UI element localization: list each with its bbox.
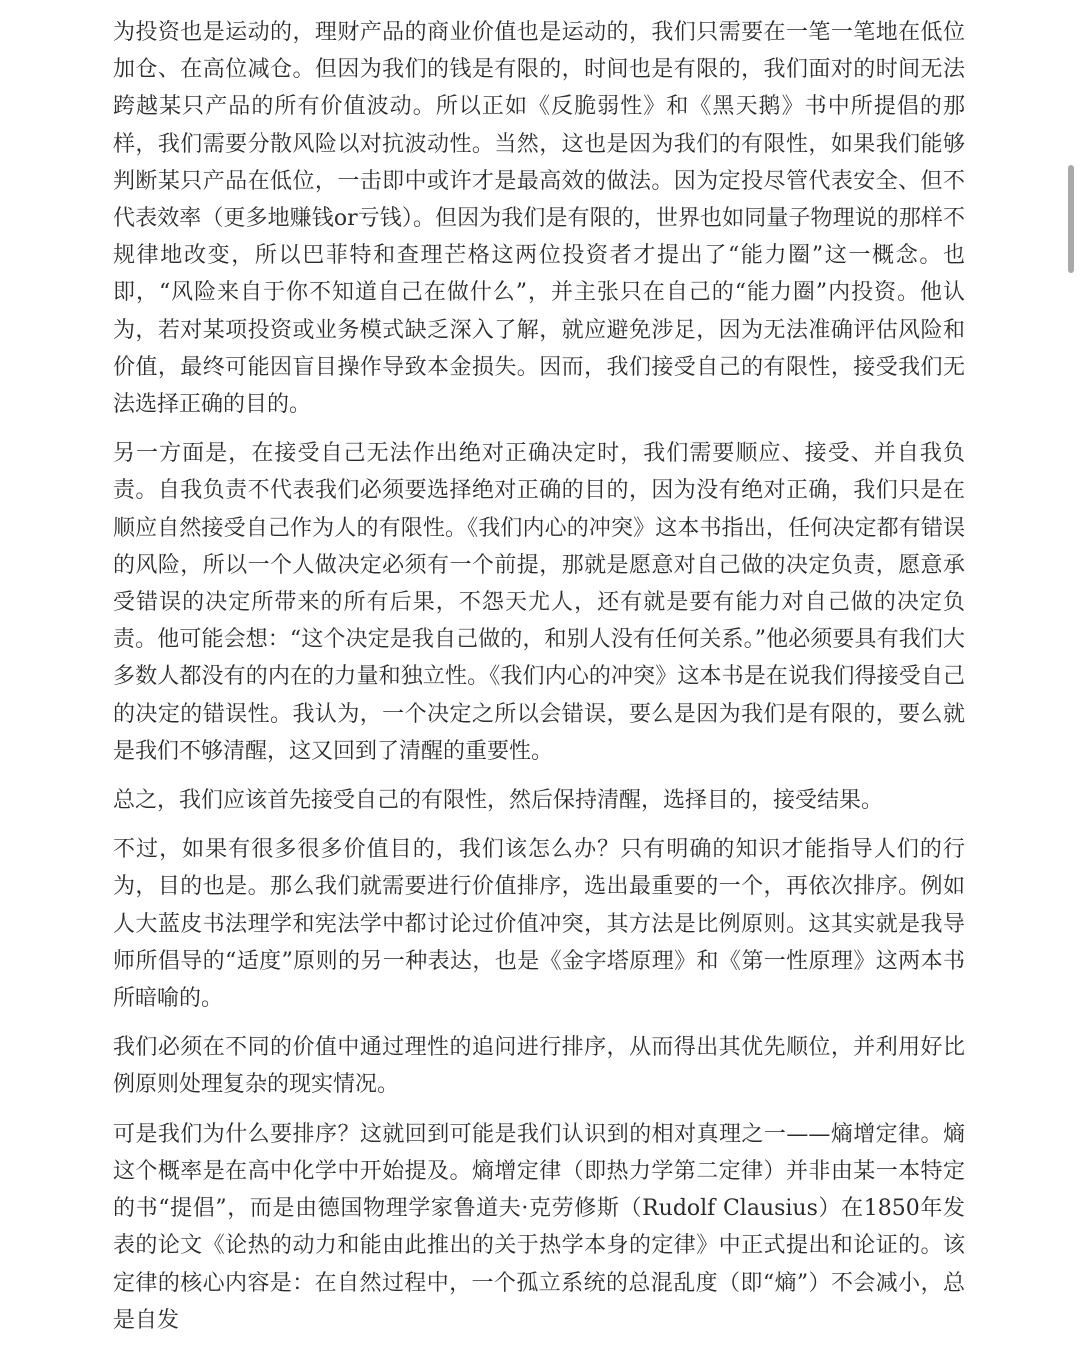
vertical-scrollbar-thumb[interactable] (1068, 165, 1074, 273)
paragraph-investment-limits: 为投资也是运动的，理财产品的商业价值也是运动的，我们只需要在一笔一笔地在低位加仓、在高位减仓。但因为我们的钱是有限的，时间也是有限的，我们面对的时间无法跨越某只产品的所有价值波动。所以正如《反脆弱性》和《黑天鹅》书中所提倡的那样，我们需要分散风险以对抗波动性。当然，这也是因为我们的有限性，如果我们能够判断某只产品在低位，一击即中或许才是最高效的做法。因为定投尽管代表安全、但不代表效率（更多地赚钱or亏钱）。但因为我们是有限的，世界也如同量子物理说的那样不规律地改变，所以巴菲特和查理芒格这两位投资者才提出了“能力圈”这一概念。也即，“风险来自于你不知道自己在做什么”，并主张只在自己的“能力圈”内投资。他认为，若对某项投资或业务模式缺乏深入了解，就应避免涉足，因为无法准确评估风险和价值，最终可能因盲目操作导致本金损失。因而，我们接受自己的有限性，接受我们无法选择正确的目的。 (113, 20, 965, 418)
paragraph-entropy: 可是我们为什么要排序？这就回到可能是我们认识到的相对真理之一——熵增定律。熵这个概率是在高中化学中开始提及。熵增定律（即热力学第二定律）并非由某一本特定的书“提倡”，而是由德国物理学家鲁道夫·克劳修斯（Rudolf Clausius）在1850年发表的论文《论热的动力和能由此推出的关于热学本身的定律》中正式提出和论证的。该定律的核心内容是：在自然过程中，一个孤立系统的总混乱度（即“熵”）不会减小，总是自发 (113, 1121, 965, 1333)
paragraph-self-responsibility: 另一方面是，在接受自己无法作出绝对正确决定时，我们需要顺应、接受、并自我负责。自我负责不代表我们必须要选择绝对正确的目的，因为没有绝对正确，我们只是在顺应自然接受自己作为人的有限性。《我们内心的冲突》这本书指出，任何决定都有错误的风险，所以一个人做决定必须有一个前提，那就是愿意对自己做的决定负责，愿意承受错误的决定所带来的所有后果，不怨天尤人，还有就是要有能力对自己做的决定负责。他可能会想：“这个决定是我自己做的，和别人没有任何关系。”他必须要具有我们大多数人都没有的内在的力量和独立性。《我们内心的冲突》这本书是在说我们得接受自己的决定的错误性。我认为，一个决定之所以会错误，要么是因为我们是有限的，要么就是我们不够清醒，这又回到了清醒的重要性。 (113, 441, 965, 764)
paragraph-rational-ordering: 我们必须在不同的价值中通过理性的追问进行排序，从而得出其优先顺位，并利用好比例原则处理复杂的现实情况。 (113, 1035, 965, 1098)
paragraph-value-ranking: 不过，如果有很多很多价值目的，我们该怎么办？只有明确的知识才能指导人们的行为，目的也是。那么我们就需要进行价值排序，选出最重要的一个，再依次排序。例如人大蓝皮书法理学和宪法学中都讨论过价值冲突，其方法是比例原则。这其实就是我导师所倡导的“适度”原则的另一种表达，也是《金字塔原理》和《第一性原理》这两本书所暗喻的。 (113, 837, 965, 1012)
paragraph-summary: 总之，我们应该首先接受自己的有限性，然后保持清醒，选择目的，接受结果。 (113, 788, 884, 814)
article-body (113, 14, 965, 1351)
